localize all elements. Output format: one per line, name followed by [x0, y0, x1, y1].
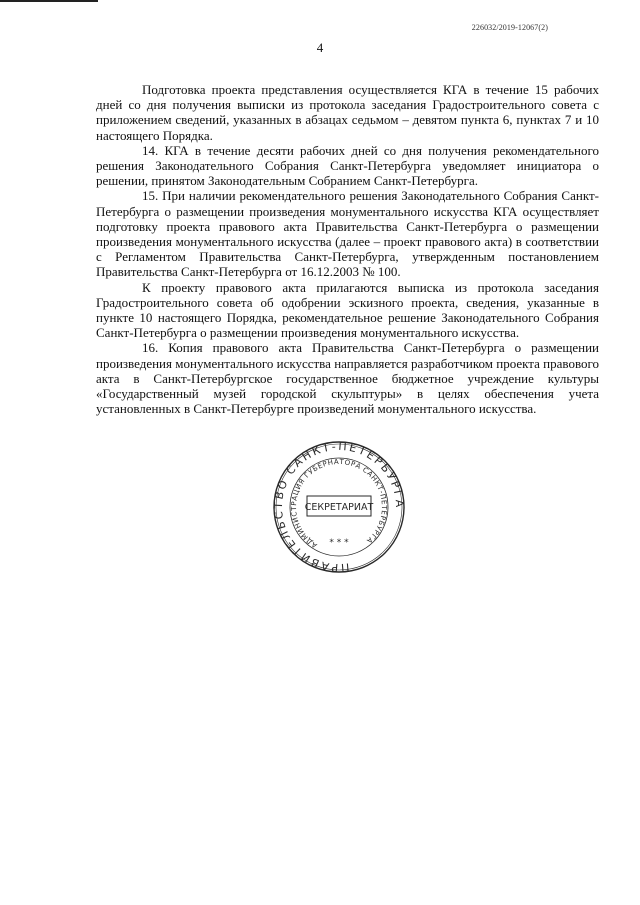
- body-text: [96, 82, 599, 416]
- seal-graphic: [272, 440, 406, 574]
- paragraph-16: 16. Копия правового акта Правительства Санкт-Петербурга о размещении произведения монументального искусства направляется разработчиком проекта правового акта в Санкт-Петербургское государственное бюджетное учреждение культуры «Государственный музей городской скульптуры» в целях обеспечения учета установленных в Санкт-Петербурге произведений монументального искусства.: [96, 340, 599, 417]
- seal-outer-text: ПРАВИТЕЛЬСТВО САНКТ-ПЕТЕРБУРГА: [272, 440, 406, 574]
- paragraph-attachments: К проекту правового акта прилагаются выписка из протокола заседания Градостроительного совета об одобрении эскизного проекта, сведения, указанные в пункте 10 настоящего Порядка, рекомендательное решение Законодательного Собрания Санкт-Петербурга о размещении произведения монументального искусства.: [96, 279, 599, 341]
- official-seal: [272, 440, 406, 574]
- seal-center-text: СЕКРЕТАРИАТ: [304, 502, 374, 513]
- top-rule: [0, 0, 98, 2]
- seal-inner-text: АДМИНИСТРАЦИЯ ГУБЕРНАТОРА САНКТ-ПЕТЕРБУРГА: [289, 457, 389, 550]
- paragraph-14: 14. КГА в течение десяти рабочих дней со дня получения рекомендательного решения Законодательного Собрания Санкт-Петербурга уведомляет инициатора о решении, принятом Законодательным Собранием Санкт-Петербурга.: [96, 142, 599, 189]
- paragraph-preparation: Подготовка проекта представления осуществляется КГА в течение 15 рабочих дней со дня получения выписки из протокола заседания Градостроительного совета с приложением сведений, указанных в абзацах седьмом – девятом пункта 6, пунктах 7 и 10 настоящего Порядка.: [96, 82, 599, 143]
- paragraph-15: 15. При наличии рекомендательного решения Законодательного Собрания Санкт-Петербурга о размещении произведения монументального искусства КГА осуществляет подготовку проекта правового акта Правительства Санкт-Петербурга о размещении произведения монументального искусства (далее – проект правового акта) в соответствии с Регламентом Правительства Санкт-Петербурга, утвержденным постановлением Правительства Санкт-Петербурга от 16.12.2003 № 100.: [96, 188, 599, 280]
- seal-stars: * * *: [329, 538, 349, 548]
- document-id: 226032/2019-12067(2): [471, 23, 548, 32]
- page-number: 4: [316, 40, 324, 55]
